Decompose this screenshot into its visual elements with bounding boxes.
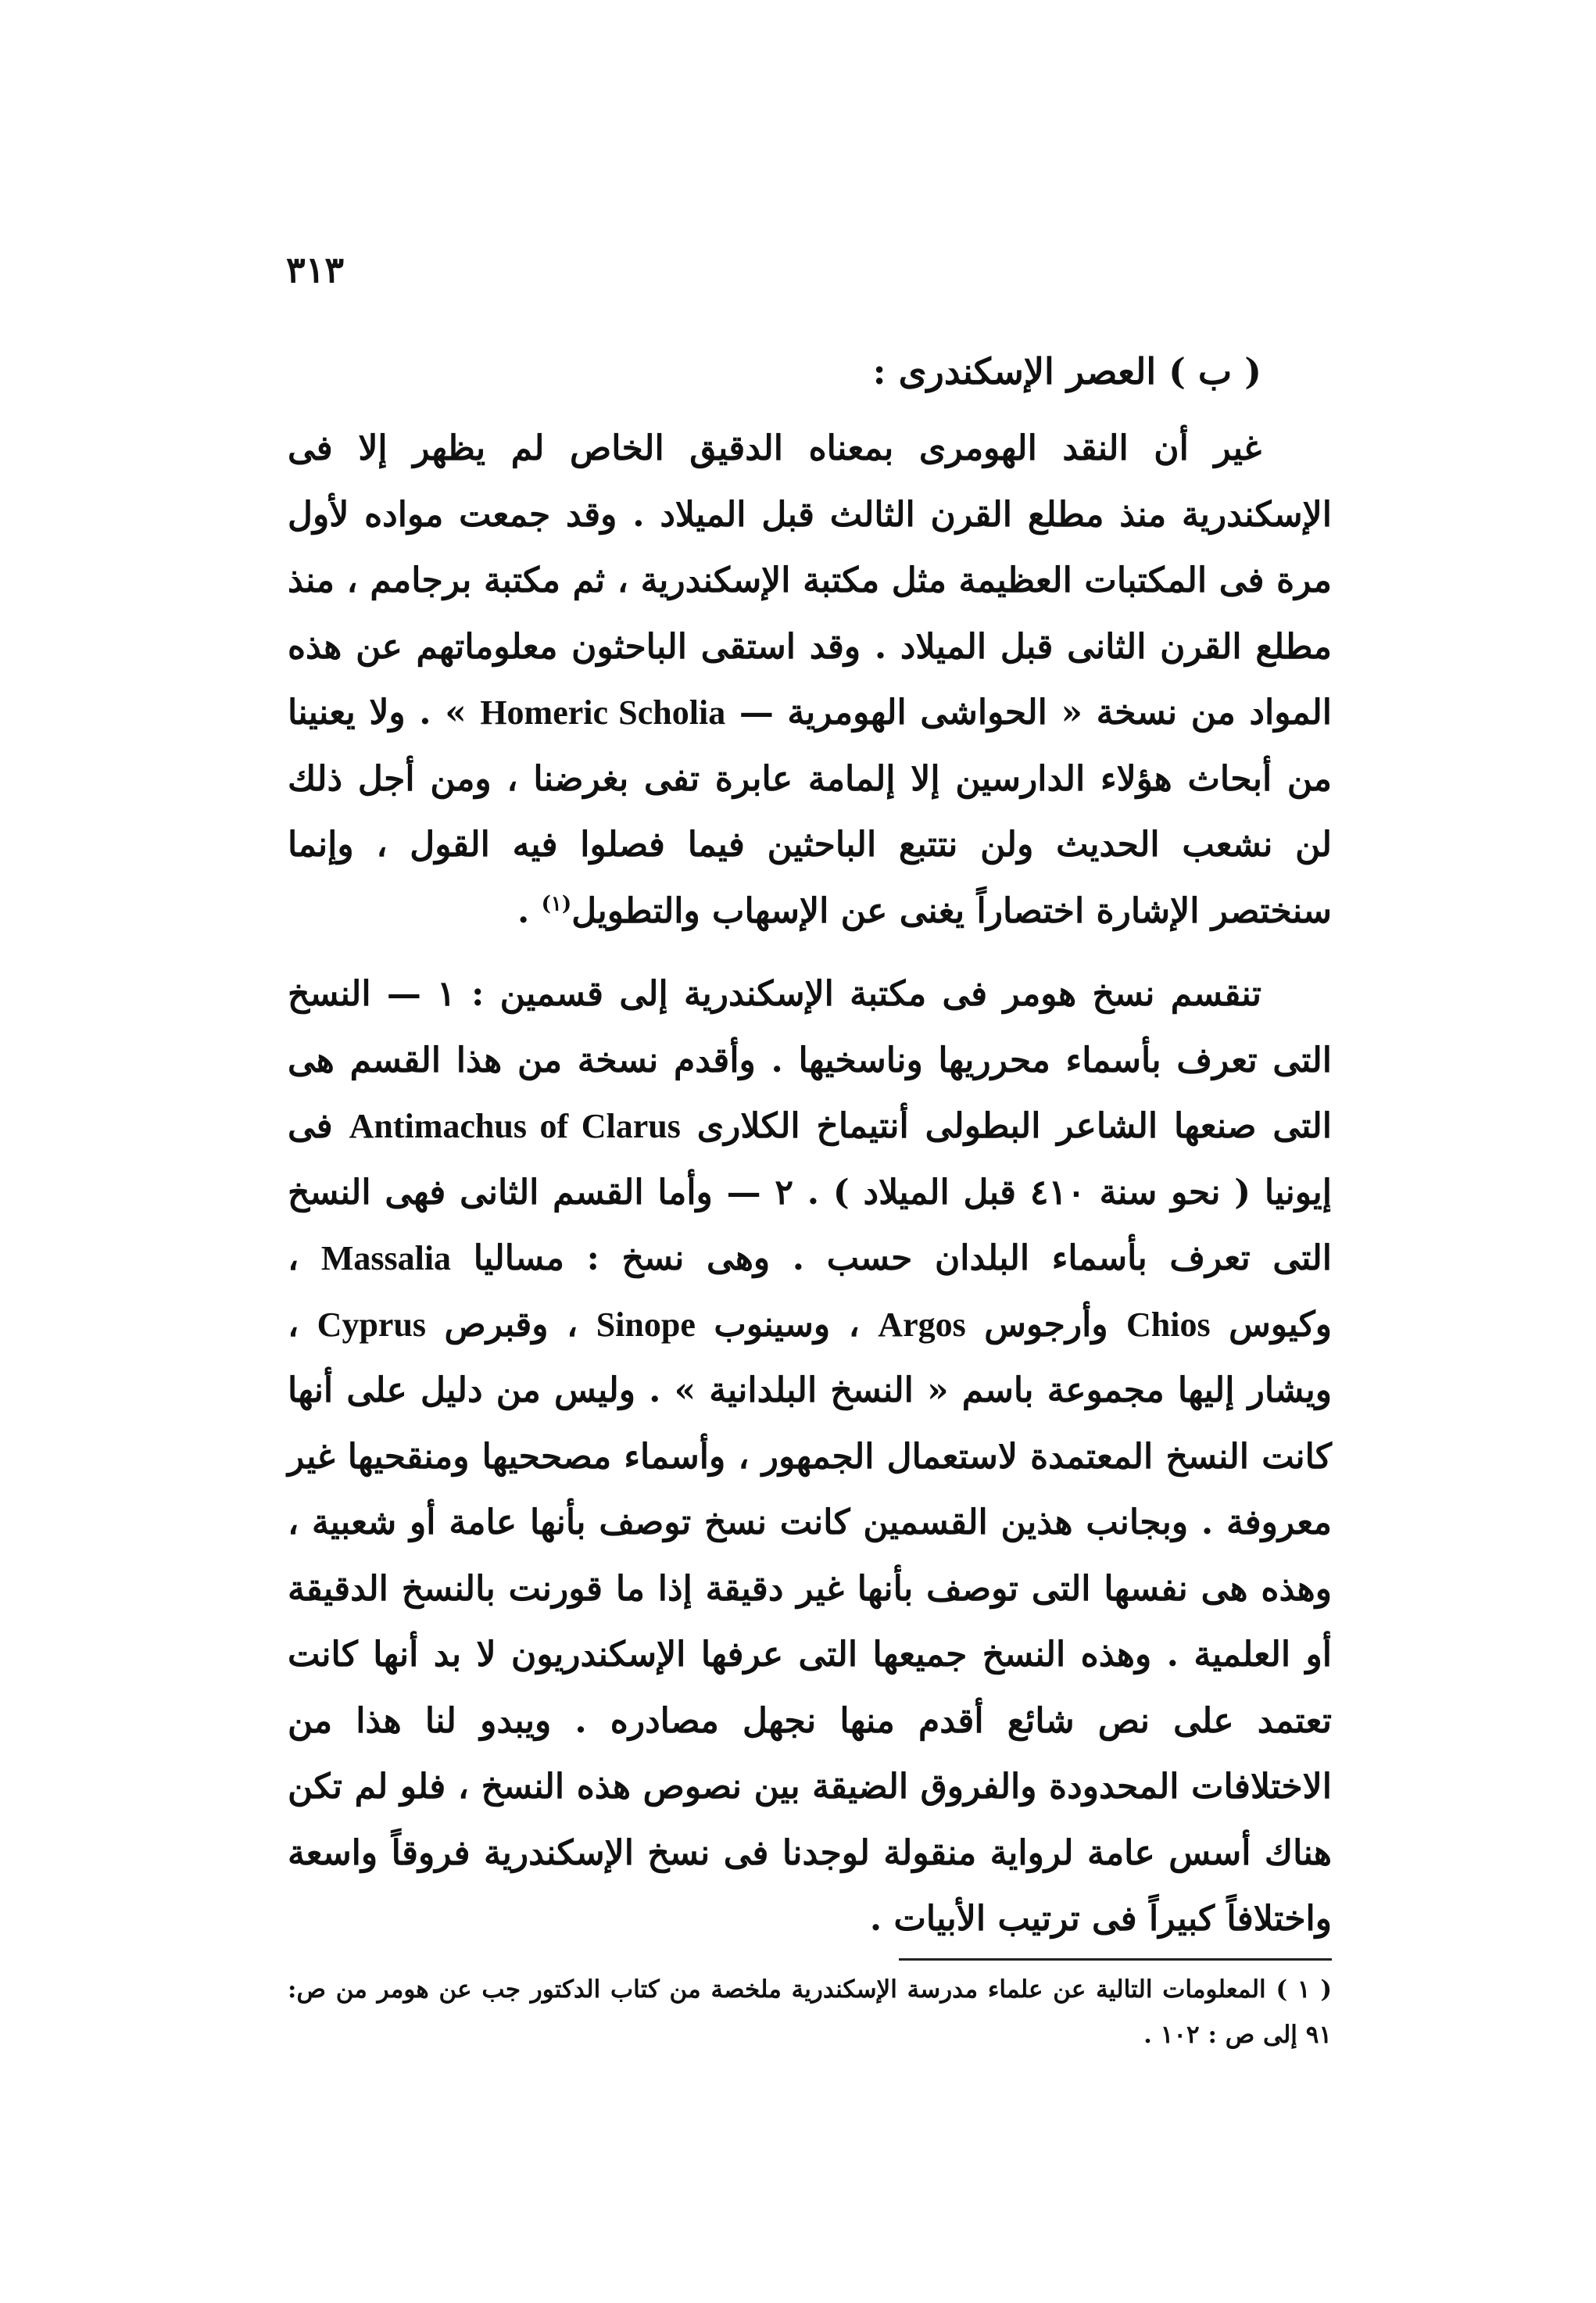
section-heading: ( ب ) العصر الإسكندرى : [872,350,1261,392]
paragraph [288,962,1332,1953]
latin-term: Massalia [320,1239,452,1277]
footnote: ( ١ ) المعلومات التالية عن علماء مدرسة الإسكندرية ملخصة من كتاب الدكتور جب عن هومر من ص: ٩١ إلى ص : ١٠٢ . [288,1975,1332,2049]
paragraph-text: ، وقبرص [426,1304,596,1345]
latin-term: Cyprus [317,1305,427,1344]
paragraph-text: غير أن النقد الهومرى بمعناه الدقيق الخاص لم يظهر إلا فى الإسكندرية منذ مطلع القرن الثالث قبل الميلاد . وقد جمعت مواده لأول مرة فى المكتبات العظيمة مثل مكتبة الإسكندرية ، ثم مكتبة برجامم ، منذ مطلع القرن الثانى قبل الميلاد . وقد استقى الباحثون معلوماتهم عن هذه المواد من نسخة « الحواشى الهومرية — [288,428,1332,732]
footnote-marker: (١) [541,891,572,915]
footnote-divider [899,1958,1332,1961]
paragraph-text: » . ولا يعنينا من أبحاث هؤلاء الدارسين إلا إلمامة عابرة تفى بغرضنا ، ومن أجل ذلك لن نشعب الحديث ولن نتتبع الباحثين فيما فصلوا فيه القول ، وإنما سنختصر الإشارة اختصاراً يغنى عن الإسهاب والتطويل [288,693,1332,931]
paragraph-text: ، وسينوب [695,1304,879,1345]
latin-term: Chios [1126,1305,1211,1344]
paragraph-text: . [517,890,542,931]
paragraph-text: ، وكيوس [288,1238,1333,1345]
latin-term: Antimachus of Clarus [349,1107,681,1145]
latin-term: Homeric Scholia [480,693,726,732]
paragraph-text: فى إيونيا ( نحو سنة ٤١٠ قبل الميلاد ) . ٢ — وأما القسم الثانى فهى النسخ التى تعرف بأسماء البلدان حسب . وهى نسخ : مساليا [288,1106,1332,1278]
page-body [288,344,1332,1953]
paragraph-text: وأرجوس [965,1304,1127,1345]
latin-term: Argos [878,1305,966,1344]
page-number: ٣١٣ [286,249,345,291]
paragraph-text: ، ويشار إليها مجموعة باسم « النسخ البلدانية » . وليس من دليل على أنها كانت النسخ المعتمدة لاستعمال الجمهور ، وأسماء مصححيها ومنقحيها غير معروفة . وبجانب هذين القسمين كانت نسخ توصف بأنها عامة أو شعبية ، وهذه هى نفسها التى توصف بأنها غير دقيقة إذا ما قورنت بالنسخ الدقيقة أو العلمية . وهذه النسخ جميعها التى عرفها الإسكندريون لا بد أنها كانت تعتمد على نص شائع أقدم منها نجهل مصادره . ويبدو لنا هذا من الاختلافات المحدودة والفروق الضيقة بين نصوص هذه النسخ ، فلو لم تكن هناك أسس عامة لرواية منقولة لوجدنا فى نسخ الإسكندرية فروقاً واسعة واختلافاً كبيراً فى ترتيب الأبيات . [288,1304,1332,1939]
paragraph-text: تنقسم نسخ هومر فى مكتبة الإسكندرية إلى قسمين : ١ — النسخ التى تعرف بأسماء محرريها وناسخيها . وأقدم نسخة من هذا القسم هى التى صنعها الشاعر البطولى أنتيماخ الكلارى [288,974,1333,1146]
latin-term: Sinope [596,1305,696,1344]
paragraph [288,416,1332,944]
